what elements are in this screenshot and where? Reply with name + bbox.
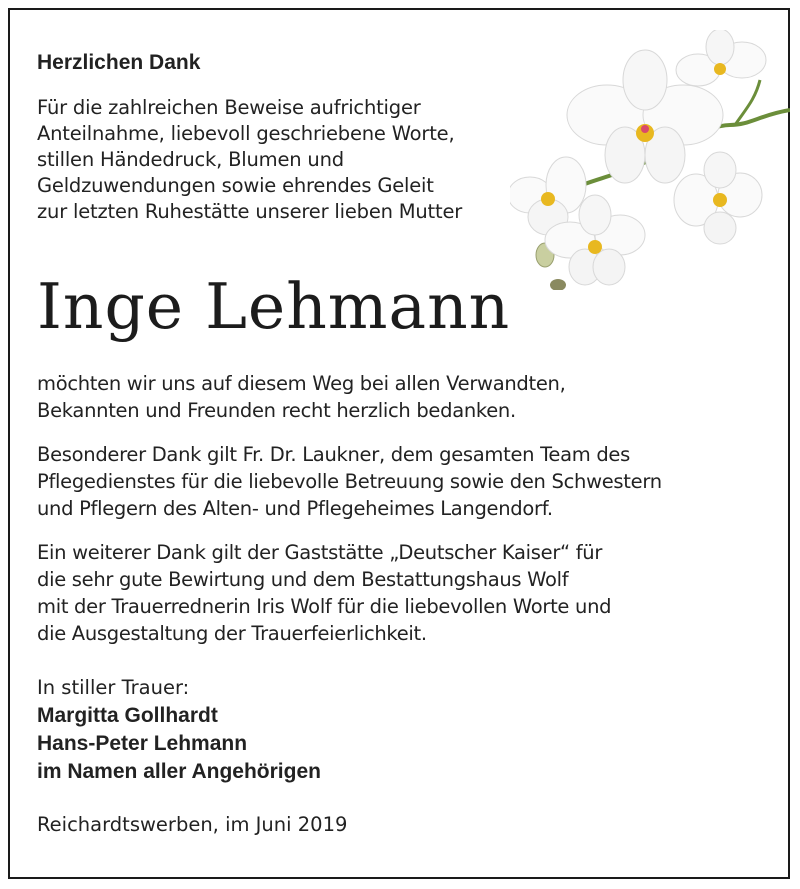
paragraph-line: Bekannten und Freunden recht herzlich bedanken. — [37, 399, 516, 422]
place-date: Reichardtswerben, im Juni 2019 — [37, 813, 348, 836]
paragraph-line: und Pflegern des Alten- und Pflegeheimes Langendorf. — [37, 497, 553, 520]
signer-name: Margitta Gollhardt — [37, 704, 218, 727]
paragraph-line: möchten wir uns auf diesem Weg bei allen Verwandten, — [37, 372, 566, 395]
paragraph-line: Ein weiterer Dank gilt der Gaststätte „Deutscher Kaiser“ für — [37, 541, 603, 564]
intro-line: Anteilnahme, liebevoll geschriebene Worte, — [37, 122, 455, 145]
intro-line: stillen Händedruck, Blumen und — [37, 148, 344, 171]
signer-name: Hans-Peter Lehmann — [37, 732, 248, 755]
intro-text — [37, 95, 537, 225]
white-orchid-icon — [510, 30, 790, 290]
signer-name: im Namen aller Angehörigen — [37, 760, 321, 783]
signers-list — [37, 702, 321, 786]
further-thanks-paragraph — [37, 539, 757, 647]
intro-line: Für die zahlreichen Beweise aufrichtiger — [37, 96, 421, 119]
paragraph-line: mit der Trauerrednerin Iris Wolf für die liebevollen Worte und — [37, 595, 612, 618]
paragraph-line: die Ausgestaltung der Trauerfeierlichkeit. — [37, 622, 427, 645]
paragraph-line: Pflegedienstes für die liebevolle Betreuung sowie den Schwestern — [37, 470, 662, 493]
mourning-label: In stiller Trauer: — [37, 676, 190, 699]
paragraph-line: die sehr gute Bewirtung und dem Bestattungshaus Wolf — [37, 568, 569, 591]
special-thanks-paragraph — [37, 441, 757, 522]
intro-line: zur letzten Ruhestätte unserer lieben Mutter — [37, 200, 463, 223]
thanks-paragraph — [37, 370, 757, 424]
intro-line: Geldzuwendungen sowie ehrendes Geleit — [37, 174, 434, 197]
paragraph-line: Besonderer Dank gilt Fr. Dr. Laukner, dem gesamten Team des — [37, 443, 630, 466]
deceased-name: Inge Lehmann — [37, 270, 511, 343]
notice-heading: Herzlichen Dank — [37, 51, 201, 74]
